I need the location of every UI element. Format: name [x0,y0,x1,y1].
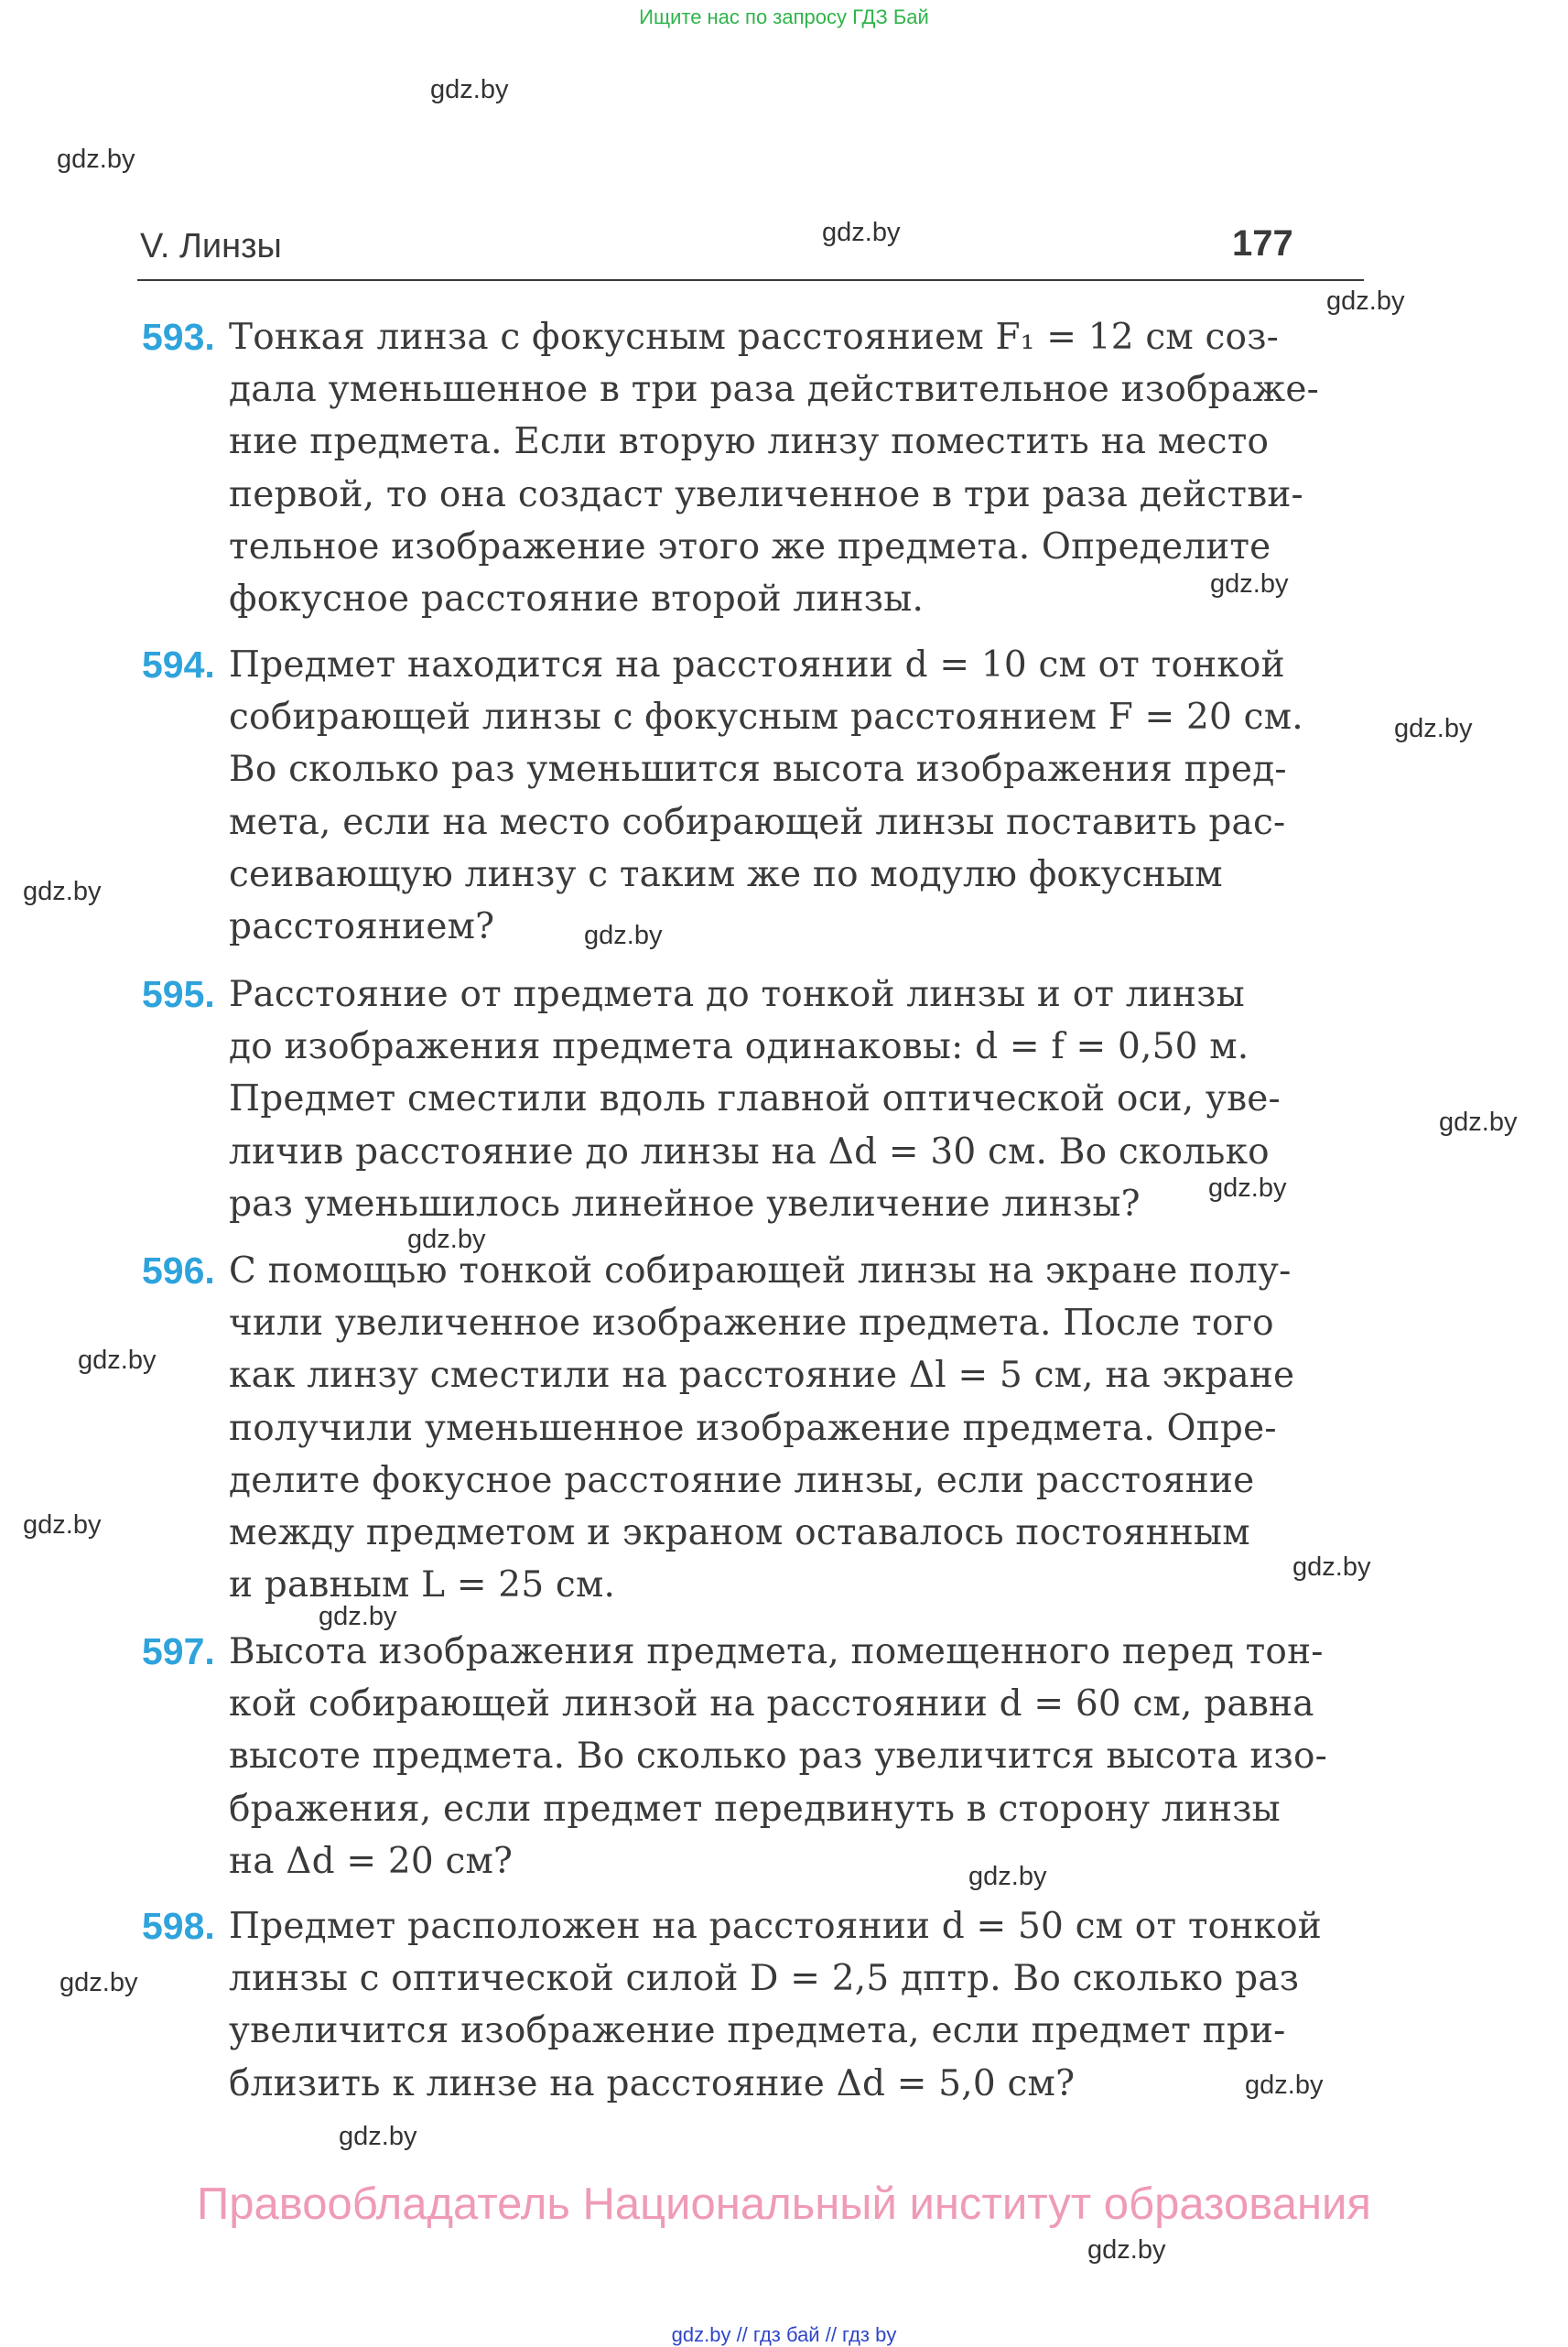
watermark: gdz.by [1326,287,1405,316]
watermark: gdz.by [57,145,135,174]
watermark: gdz.by [1087,2235,1166,2265]
watermark: gdz.by [968,1862,1047,1891]
watermark: gdz.by [23,1510,102,1540]
problem-text: С помощью тонкой собирающей линзы на экране полу- чили увеличенное изображение предмета. После того как линзу сместили на расстояние Δl = 5 см, на экране получили уменьшенное изображение предмета. Опре- делите фокусное расстояние линзы, если расстояние между предметом и экраном оставалось постоянным и равным L = 25 см. [229,1250,1295,1606]
watermark: gdz.by [1439,1108,1518,1137]
problem-598 [137,1900,1364,2110]
watermark: gdz.by [1210,569,1289,599]
problem-text: Тонкая линза с фокусным расстоянием F₁ = 12 см соз- дала уменьшенное в три раза действительное изображе- ние предмета. Если вторую линзу поместить на место первой, то она создаст увеличенное в три раза действи- тельное изображение этого же предмета. Определите фокусное расстояние второй линзы. [229,317,1320,621]
problem-number: 597. [142,1630,215,1672]
watermark: gdz.by [339,2122,417,2151]
problem-text: Предмет находится на расстоянии d = 10 см от тонкой собирающей линзы с фокусным расстоянием F = 20 см. Во сколько раз уменьшится высота изображения пред- мета, если на место собирающей линзы поставить рас- сеивающую линзу с таким же по модулю фокусным расстоянием? [229,644,1303,948]
watermark: gdz.by [23,877,102,906]
problem-number: 596. [142,1249,215,1292]
watermark: gdz.by [822,218,901,247]
watermark: gdz.by [407,1225,486,1254]
footer-links: gdz.by // гдз бай // гдз by [671,2323,897,2346]
problem-594 [137,639,1364,953]
problem-number: 594. [142,644,215,686]
chapter-title: V. Линзы [140,227,282,265]
watermark: gdz.by [1394,714,1473,743]
watermark: gdz.by [319,1602,397,1631]
problem-text: Предмет расположен на расстоянии d = 50 см от тонкой линзы с оптической силой D = 2,5 дптр. Во сколько раз увеличится изображение предмета, если предмет при- близить к линзе на расстояние Δd = 5,0 см? [229,1906,1322,2104]
top-banner: Ищите нас по запросу ГДЗ Бай [639,5,929,28]
problem-number: 598. [142,1905,215,1947]
problem-number: 593. [142,316,215,358]
watermark: gdz.by [430,75,509,104]
watermark: gdz.by [78,1346,157,1375]
copyright-notice: Правообладатель Национальный институт образования [197,2179,1371,2229]
problem-593 [137,311,1364,625]
problem-text: Высота изображения предмета, помещенного перед тон- кой собирающей линзой на расстоянии d = 60 см, равна высоте предмета. Во сколько раз увеличится высота изо- бражения, если предмет передвинуть в сторону линзы на Δd = 20 см? [229,1631,1328,1882]
watermark: gdz.by [1208,1174,1287,1203]
watermark: gdz.by [59,1968,138,1997]
problem-596 [137,1245,1364,1611]
problem-number: 595. [142,973,215,1015]
watermark: gdz.by [584,921,663,950]
watermark: gdz.by [1292,1552,1371,1582]
problem-595 [137,968,1364,1230]
header-divider [137,279,1364,281]
page-number: 177 [1232,223,1293,264]
watermark: gdz.by [1245,2071,1324,2100]
problem-text: Расстояние от предмета до тонкой линзы и от линзы до изображения предмета одинаковы: d = f = 0,50 м. Предмет сместили вдоль главной оптической оси, уве- личив расстояние до линзы на Δd = 30 см. Во сколько раз уменьшилось линейное увеличение линзы? [229,974,1281,1225]
problem-597 [137,1626,1364,1887]
